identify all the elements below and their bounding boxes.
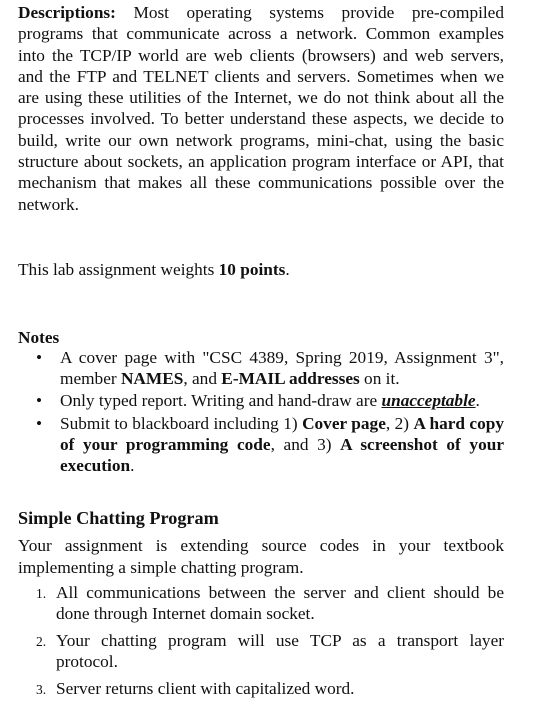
note-bold-unacceptable: unacceptable (381, 391, 476, 411)
weight-line (18, 259, 504, 280)
bullet-icon: • (36, 413, 43, 433)
note-bold-names: NAMES (120, 369, 184, 389)
description-label: Descriptions: (18, 3, 116, 22)
requirement-item (36, 678, 504, 699)
program-heading: Simple Chatting Program (18, 508, 219, 528)
description-text: Most operating systems provide pre-compiled programs that communicate across a network. Common examples into the TCP/IP world are web clients (browsers) and web servers, and the FTP and TELNET clients and servers. Sometimes when we are using these utilities of the Internet, we do not think about all the processes involved. To better understand these aspects, we decide to build, write our own network programs, mini-chat, using the basic structure about sockets, an application program interface or API, that mechanism that makes all these communications possible over the network. (18, 3, 504, 214)
weight-points: 10 points (218, 260, 286, 279)
requirements-list (36, 582, 504, 705)
note-text: on it. (359, 369, 400, 389)
notes-item-typed (32, 390, 504, 411)
note-bold-emails: E-MAIL addresses (221, 369, 360, 389)
weight-prefix: This lab assignment weights (18, 260, 219, 279)
requirement-text: Server returns client with capitalized word. (56, 679, 355, 698)
requirement-number: 2. (36, 634, 47, 649)
requirement-number: 3. (36, 682, 47, 697)
note-text: , 2) (385, 413, 414, 433)
requirement-item (36, 582, 504, 624)
program-intro: Your assignment is extending source codes in your textbook implementing a simple chatting program. (18, 536, 504, 577)
note-text: Submit to blackboard including 1) (60, 413, 303, 433)
bullet-icon: • (36, 348, 43, 367)
note-text: . (130, 456, 135, 476)
note-bold-screenshot: A screenshot of your execution (60, 434, 504, 476)
bullet-icon: • (36, 391, 43, 411)
description-paragraph (18, 2, 504, 215)
notes-item-submit (32, 413, 504, 477)
note-bold-cover-page: Cover page (302, 413, 386, 433)
note-bold-code: A hard copy of your programming code (60, 413, 504, 454)
weight-suffix: . (285, 260, 290, 279)
notes-heading: Notes (18, 328, 60, 347)
note-text: A cover page with "CSC 4389, Spring 2019, Assignment 3", member (60, 348, 504, 389)
note-text: Only typed report. Writing and hand-draw are (60, 391, 382, 411)
note-text: , and (183, 369, 222, 389)
notes-item-cover (32, 347, 504, 389)
requirement-number: 1. (36, 586, 47, 601)
note-text: , and 3) (270, 434, 341, 454)
note-text: . (475, 391, 480, 411)
requirement-text: Your chatting program will use TCP as a transport layer protocol. (56, 631, 504, 671)
requirement-item (36, 630, 504, 672)
requirement-text: All communications between the server and client should be done through Internet domain socket. (56, 583, 504, 623)
notes-list (32, 347, 504, 476)
